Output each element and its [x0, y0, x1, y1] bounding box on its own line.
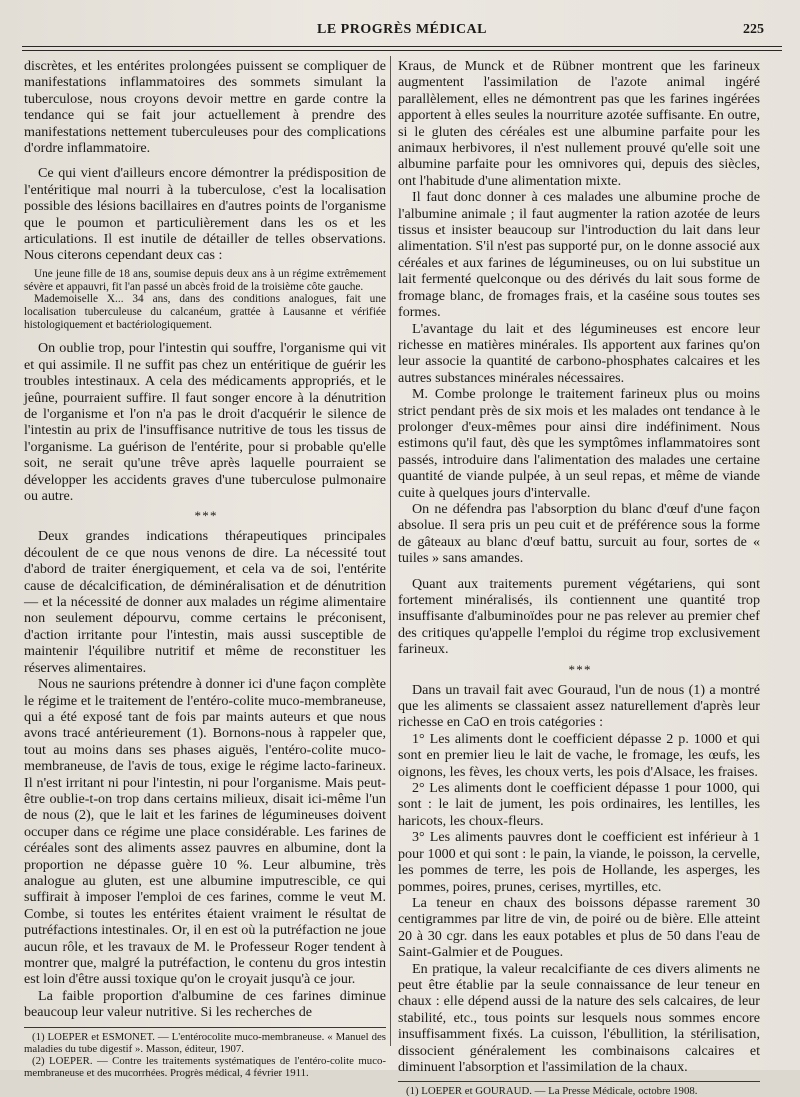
column-divider: [390, 56, 391, 1046]
footnote: (1) LOEPER et ESMONET. — L'entérocolite muco-membraneuse. « Manuel des maladies du tube digestif ». Masson, éditeur, 1907.: [24, 1030, 386, 1055]
paragraph: Nous ne saurions prétendre à donner ici d'une façon complète le régime et le traitement de l'entéro-colite muco-membraneuse, qui a été exposé tant de fois par maints auteurs et que nous avons tracé antérieurement (1). Bornons-nous à rappeler que, tout au moins dans ses phases aiguës, l'entéro-colite muco-membraneuse, de l'avis de tous, exige le régime lacto-farineux. Il n'est irritant ni pour l'intestin, ni pour l'organisme. Mais peut-être oublie-t-on trop dans certains milieux, disait ici-même l'un de nous (2), que le lait et les farines de légumineuses doivent occuper dans ce régime une place considérable. Les farines de céréales sont des aliments assez pauvres en albumine, dont la proportion ne dépasse guère 10 %. Leur albumine, très analogue au gluten, est une albumine imputrescible, ce qui suffirait à imposer l'emploi de ces farines, comme le veut M. Combe, si toutes les entérites étaient vraiment le résultat de putréfactions intestinales. Or, il en est où la putréfaction ne joue aucun rôle, et les travaux de M. le Professeur Roger tendent à montrer que, malgré la putréfaction, le contenu du gros intestin est loin d'être aussi toxique qu'on le croyait jusqu'à ce jour.: [24, 676, 386, 988]
paragraph: La teneur en chaux des boissons dépasse rarement 30 centigrammes par litre de vin, de poiré ou de bière. Elle atteint 20 à 30 cgr. dans les eaux potables et plus de 50 dans l'eau de Saint-Galmier et de Pougues.: [398, 894, 760, 961]
left-column: [24, 58, 386, 1079]
section-separator: * * *: [194, 508, 216, 524]
running-header: [22, 22, 782, 42]
list-item: 2° Les aliments dont le coefficient dépasse 1 pour 1000, qui sont : le lait de jument, les pois ordinaires, les lentilles, les haricots, les choux-fleurs.: [398, 780, 760, 829]
list-item: 1° Les aliments dont le coefficient dépasse 2 p. 1000 et qui sont en premier lieu le lait de vache, le fromage, les œufs, les oignons, les fèves, les choux verts, les pois d'Alsace, les fraises.: [398, 730, 760, 780]
paragraph: On oublie trop, pour l'intestin qui souffre, l'organisme qui vit et qui assimile. Il ne suffit pas chez un entéritique de guérir les troubles intestinaux. A cela des médicaments appropriés, et le jeûne, pourraient suffire. Il faut songer encore à la dénutrition de l'organisme et l'on n'a pas le droit d'acquérir le silence de l'intestin au prix de l'insuffisance nutritive de tous les tissus de l'organisme. La guérison de l'entérite, pour si probable qu'elle soit, ne serait qu'une trêve après laquelle pourraient se développer les accidents graves d'une tuberculose pulmonaire ou autre.: [24, 340, 386, 505]
list-item: 3° Les aliments pauvres dont le coefficient est inférieur à 1 pour 1000 et qui sont : le pain, la viande, le poisson, la cervelle, les pommes de terre, les pois de Hollande, les asperges, les pommes, poires, prunes, cerises, myrtilles, etc.: [398, 829, 760, 895]
paragraph: L'avantage du lait et des légumineuses est encore leur richesse en matières minérales. Ils apportent aux farines qu'on leur associe la quantité de carbono-phosphates calcaires et les autres substances minérales nécessaires.: [398, 320, 760, 386]
paragraph: discrètes, et les entérites prolongées puissent se compliquer de manifestations inflammatoires des sommets simulant la tuberculose, nous croyons devoir mettre en garde contre la tendance qui se fait jour actuellement à prendre des manifestations nettement tuberculeuses pour des complications d'ordre inflammatoire.: [24, 58, 386, 157]
footnote-rule: [24, 1027, 386, 1028]
paragraph: Kraus, de Munck et de Rübner montrent que les farineux augmentent l'assimilation de l'azote animal ingéré parallèlement, elles ne démontrent pas que les farines ingérées apportent à elles seules la nourriture azotée suffisante. En outre, si le gluten des céréales est une albumine parfaite pour les animaux herbivores, il n'est nullement prouvé qu'elle soit une albumine parfaite pour les omnivores qui, depuis des siècles, ont l'habitude d'une alimentation mixte.: [398, 58, 760, 189]
paragraph: Ce qui vient d'ailleurs encore démontrer la prédisposition de l'entéritique mal nourri à la tuberculose, c'est la localisation possible des lésions bacillaires en d'autres points de l'organisme que le poumon et particulièrement dans les os et les articulations. Il est inutile de détailler de telles observations. Nous citerons cependant deux cas :: [24, 165, 386, 264]
paragraph: M. Combe prolonge le traitement farineux plus ou moins strict pendant près de six mois et les malades ont tendance à le prolonger d'eux-mêmes pour ainsi dire indéfiniment. Nous estimons qu'il faut, dès que les symptômes inflammatoires sont passés, introduire dans l'alimentation des malades une certaine quantité de viande pulpée, à un seul repas, et même de viande cuite à quelques jours d'intervalle.: [398, 386, 760, 501]
paragraph: En pratique, la valeur recalcifiante de ces divers aliments ne peut être établie par la seule connaissance de leur teneur en chaux : elle dépend aussi de la nature des sels calcaires, de leur stabilité, etc., tous points sur lesquels nous sommes encore insuffisamment fixés. La cuisson, l'ébullition, la stérilisation, dissocient généralement les combinaisons calcaires et diminuent l'absorption et l'assimilation de la chaux.: [398, 960, 760, 1075]
case-report: Une jeune fille de 18 ans, soumise depuis deux ans à un régime extrêmement sévère et appauvri, fit l'an passé un abcès froid de la troisième côte gauche.: [24, 267, 386, 293]
paragraph: Dans un travail fait avec Gouraud, l'un de nous (1) a montré que les aliments se classaient assez naturellement d'après leur richesse en CaO en trois catégories :: [398, 681, 760, 731]
footnotes: [24, 1031, 386, 1079]
footnote: (2) LOEPER. — Contre les traitements systématiques de l'entéro-colite muco-membraneuse et des mucorrhées. Progrès médical, 4 février 1911.: [24, 1054, 386, 1079]
paragraph: Deux grandes indications thérapeutiques principales découlent de ce que nous venons de dire. La nécessité tout d'abord de traiter énergiquement, et cela va de soi, l'entérite cause de décalcification, de déminéralisation et de dénutrition — et la nécessité de donner aux malades un régime alimentaire non seulement dépourvu, comme certains le préconisent, d'action irritante pour l'intestin, mais aussi susceptible de maintenir l'équilibre nutritif et même de reconstituer les réserves alimentaires.: [24, 528, 386, 676]
footnote-rule: [398, 1081, 760, 1082]
section-separator: * * *: [568, 661, 590, 677]
paragraph: La faible proportion d'albumine de ces farines diminue beaucoup leur valeur nutritive. Si les recherches de: [24, 987, 386, 1021]
paragraph: On ne défendra pas l'absorption du blanc d'œuf d'une façon absolue. Il sera pris un peu cuit et de préférence sous la forme de gâteaux au blanc d'œuf battu, surcuit au four, sortes de « tuiles » sans amandes.: [398, 500, 760, 567]
journal-title: LE PROGRÈS MÉDICAL: [316, 22, 488, 37]
header-rule: [22, 46, 782, 47]
paragraph: Il faut donc donner à ces malades une albumine proche de l'albumine animale ; il faut augmenter la ration azotée de leurs tissus et insister beaucoup sur l'introduction du lait dans leur alimentation. S'il n'est pas supporté pur, on le donne associé aux céréales et aux farines de légumineuses, ou on lui substitue un lait fermenté quelconque ou des dérivés du lait sous forme de fromage blanc, de fromages frais, et la caséine sous toutes ses formes.: [398, 189, 760, 321]
footnote: (1) LOEPER et GOURAUD. — La Presse Médicale, octobre 1908.: [406, 1085, 698, 1097]
page-number: 225: [743, 22, 764, 37]
case-report: Mademoiselle X... 34 ans, dans des conditions analogues, fait une localisation tuberculeuse du calcanéum, grattée à Lausanne et vérifiée histologiquement et bactériologiquement.: [24, 293, 386, 331]
footnotes: [398, 1085, 760, 1097]
case-reports: [24, 268, 386, 332]
paragraph: Quant aux traitements purement végétariens, qui sont fortement minéralisés, ils contiennent une quantité trop insuffisante d'albuminoïdes pour ne pas relever au premier chef des critiques qu'appelle l'emploi du régime trop exclusivement farineux.: [398, 575, 760, 658]
header-rule-double: [22, 50, 782, 51]
right-column: [398, 58, 760, 1097]
